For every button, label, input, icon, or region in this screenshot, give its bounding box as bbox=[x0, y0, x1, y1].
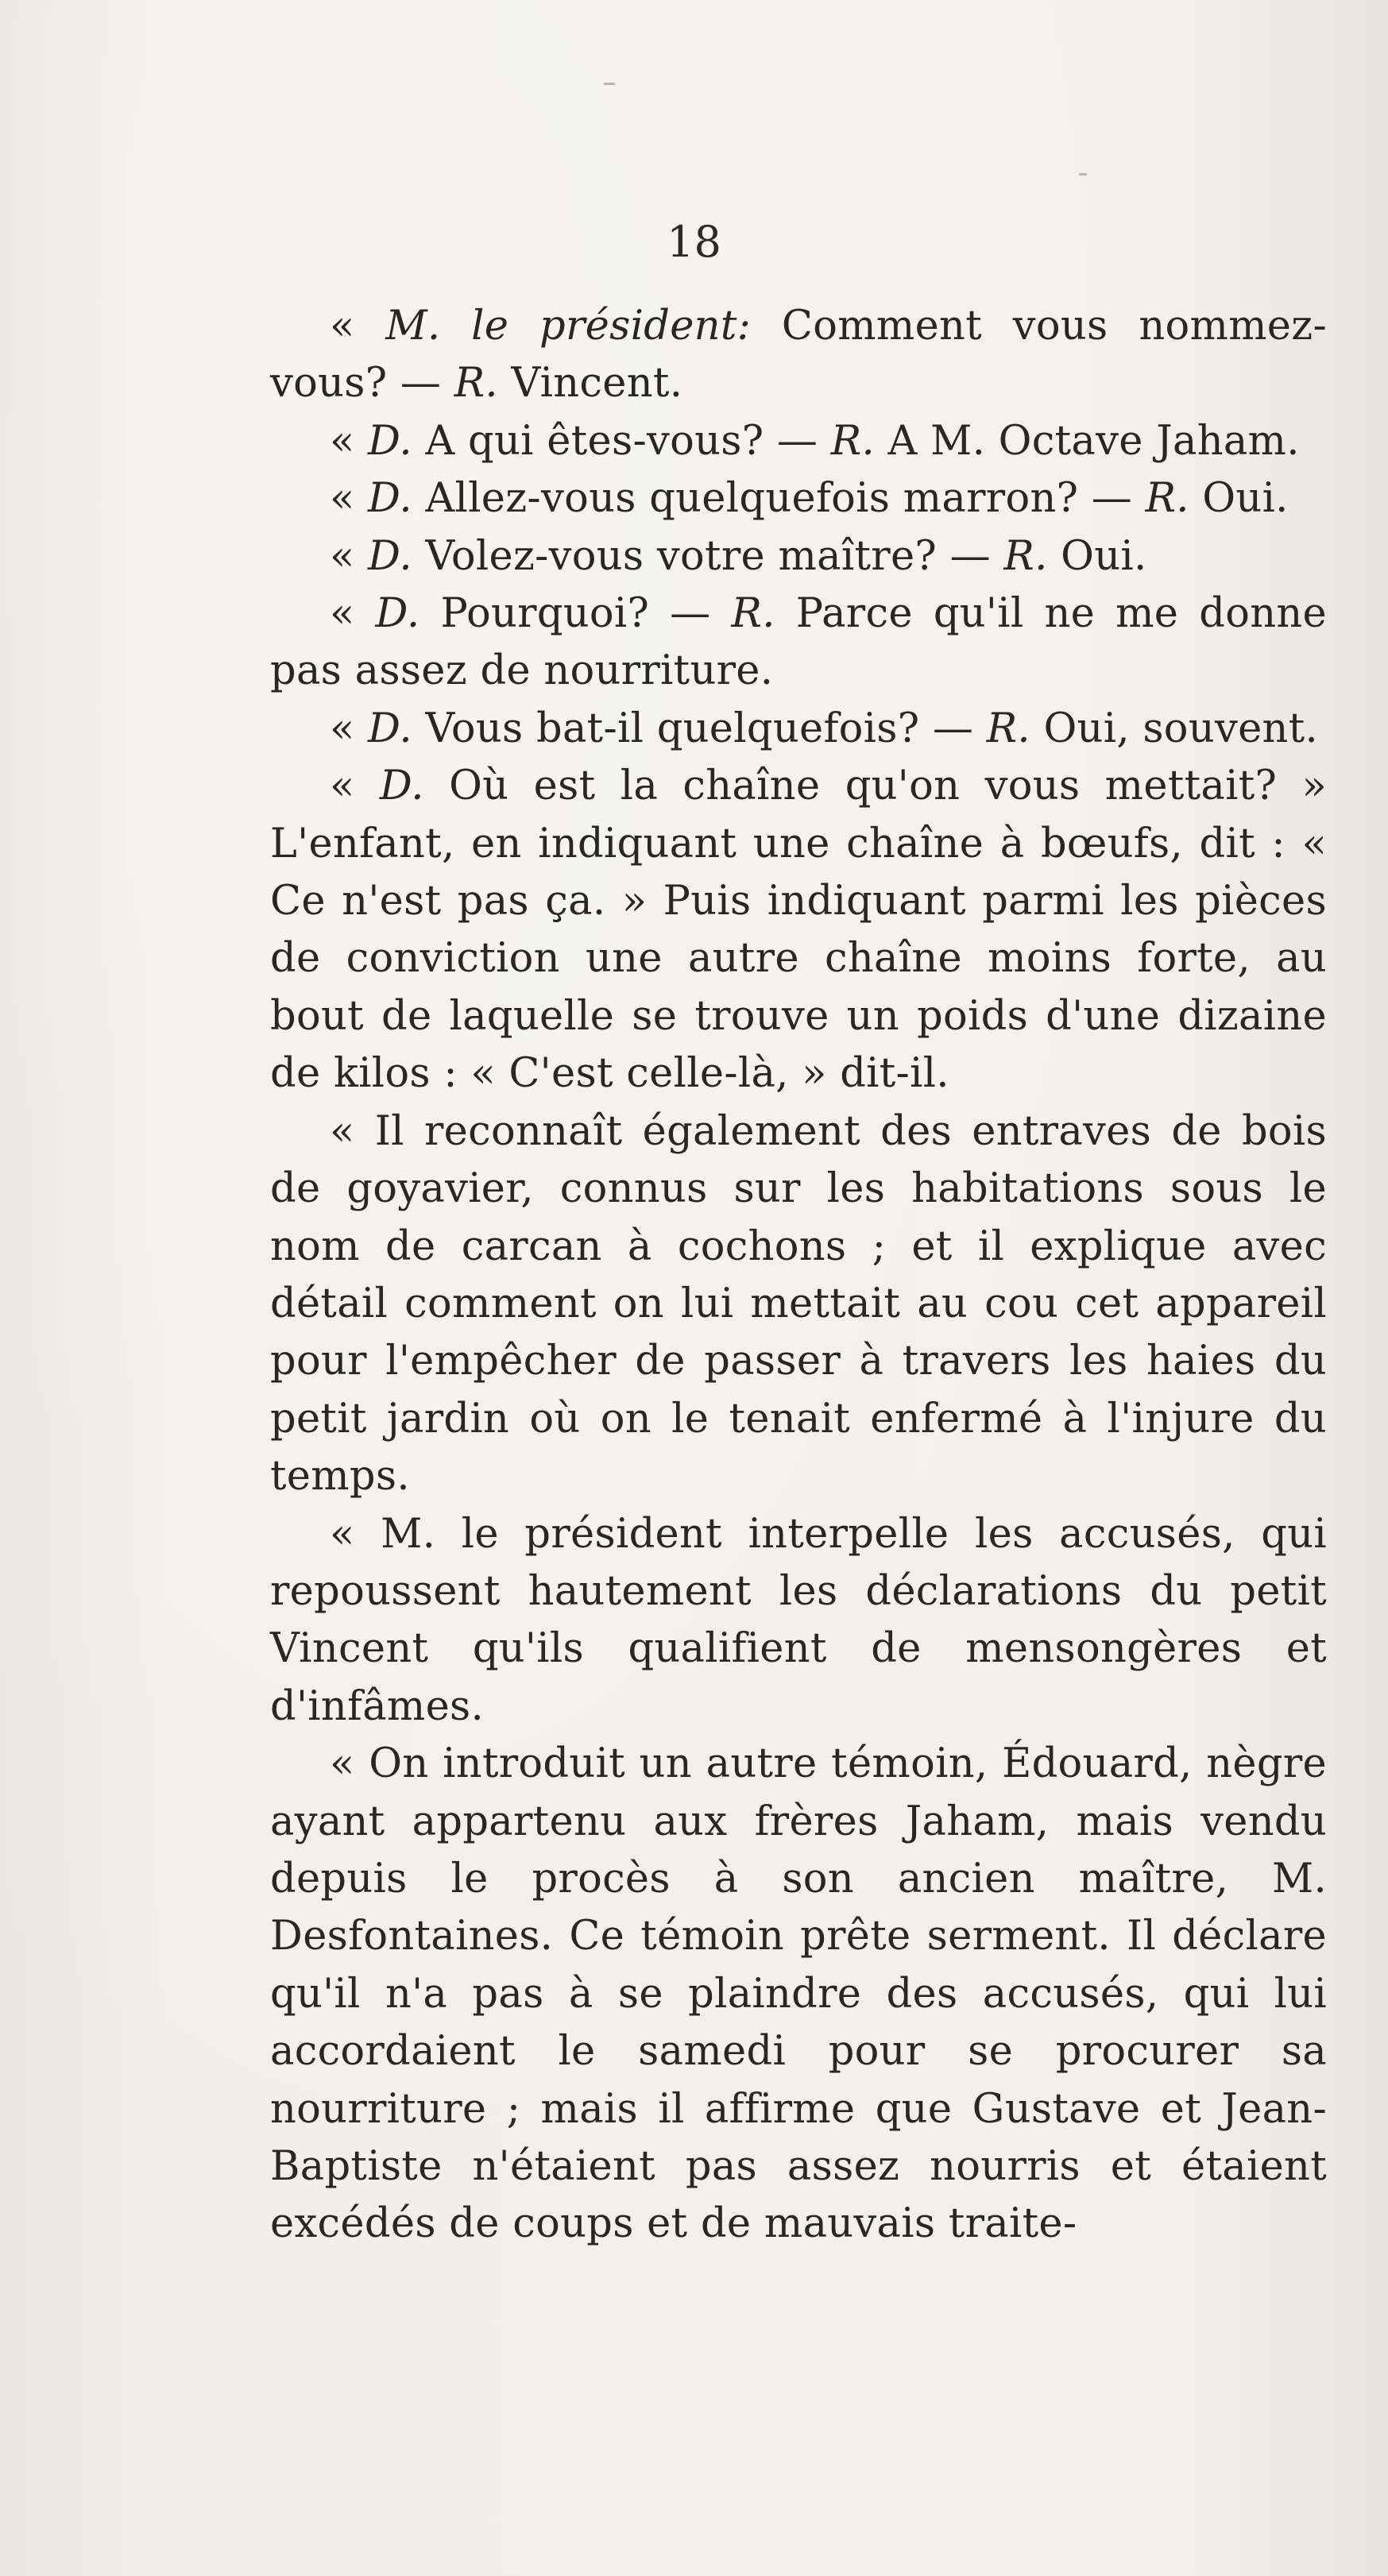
text-segment: Pourquoi? — bbox=[419, 590, 732, 638]
paragraph bbox=[270, 585, 1327, 701]
text-segment: « Il reconnaît également des entraves de bois de goyavier, connus sur les habitations sous le nom de carcan à cochons ; et il explique avec détail comment on lui mettait au cou cet appareil pour l'empêcher de passer à travers les haies du petit jardin où on le tenait enfermé à l'injure du temps. bbox=[270, 1107, 1327, 1500]
text-segment: Parce qu'il ne me donne pas assez de nourriture. bbox=[270, 590, 1328, 695]
text-segment: A qui êtes-vous? — bbox=[412, 417, 831, 465]
text-segment: Oui. bbox=[1189, 475, 1289, 523]
paragraph bbox=[270, 470, 1327, 527]
paragraph bbox=[270, 413, 1327, 470]
text-segment: « bbox=[330, 475, 369, 523]
italic-text-segment: D. bbox=[368, 417, 412, 465]
italic-text-segment: D. bbox=[375, 590, 420, 638]
italic-text-segment: D. bbox=[368, 475, 412, 523]
text-segment: « bbox=[330, 417, 369, 465]
italic-text-segment: R. bbox=[731, 590, 775, 638]
page-number: 18 bbox=[667, 217, 721, 267]
italic-text-segment: D. bbox=[379, 763, 424, 810]
italic-text-segment: D. bbox=[368, 532, 412, 580]
text-segment: Vous bat-il quelquefois? — bbox=[412, 705, 987, 752]
text-segment: Volez-vous votre maître? — bbox=[412, 532, 1004, 580]
text-segment: Comment vous nommez-vous? — bbox=[270, 303, 1327, 407]
italic-text-segment: D. bbox=[368, 705, 412, 752]
body-text bbox=[270, 298, 1327, 2254]
text-segment: Vincent. bbox=[497, 360, 683, 407]
italic-text-segment: R. bbox=[830, 417, 875, 465]
text-segment: « bbox=[330, 590, 376, 638]
paragraph bbox=[270, 298, 1327, 413]
text-segment: A M. Octave Jaham. bbox=[874, 417, 1300, 465]
text-segment: Allez-vous quelquefois marron? — bbox=[412, 475, 1146, 523]
text-segment: Oui. bbox=[1047, 532, 1147, 580]
paragraph bbox=[270, 528, 1327, 585]
paragraph bbox=[270, 1736, 1327, 2254]
paragraph bbox=[270, 701, 1327, 758]
italic-text-segment: R. bbox=[454, 360, 498, 407]
paper-blemish bbox=[604, 83, 615, 85]
paper-blemish bbox=[1079, 173, 1087, 176]
italic-text-segment: R. bbox=[986, 705, 1030, 752]
text-segment: « bbox=[330, 763, 380, 810]
paragraph bbox=[270, 758, 1327, 1103]
text-segment: « bbox=[330, 303, 386, 350]
italic-text-segment: R. bbox=[1145, 475, 1189, 523]
paragraph bbox=[270, 1506, 1327, 1736]
text-segment: Oui, souvent. bbox=[1030, 705, 1319, 752]
paragraph bbox=[270, 1103, 1327, 1506]
text-segment: Où est la chaîne qu'on vous mettait? » L'enfant, en indiquant une chaîne à bœufs, dit : « Ce n'est pas ça. » Puis indiquant parmi les pièces de conviction une autre chaîne moins forte, au bout de laquelle se trouve un poids d'une dizaine de kilos : « C'est celle-là, » dit-il. bbox=[270, 763, 1328, 1098]
text-segment: « M. le président interpelle les accusés, qui repoussent hautement les déclarations du petit Vincent qu'ils qualifient de mensongères et d'infâmes. bbox=[270, 1510, 1327, 1730]
italic-text-segment: M. le président: bbox=[385, 303, 752, 350]
text-segment: « bbox=[330, 705, 369, 752]
text-segment: « bbox=[330, 532, 369, 580]
text-segment: « On introduit un autre témoin, Édouard, nègre ayant appartenu aux frères Jaham, mais vendu depuis le procès à son ancien maître, M. Desfontaines. Ce témoin prête serment. Il déclare qu'il n'a pas à se plaindre des accusés, qui lui accordaient le samedi pour se procurer sa nourriture ; mais il affirme que Gustave et Jean-Baptiste n'étaient pas assez nourris et étaient excédés de coups et de mauvais traite- bbox=[270, 1740, 1327, 2248]
italic-text-segment: R. bbox=[1003, 532, 1048, 580]
